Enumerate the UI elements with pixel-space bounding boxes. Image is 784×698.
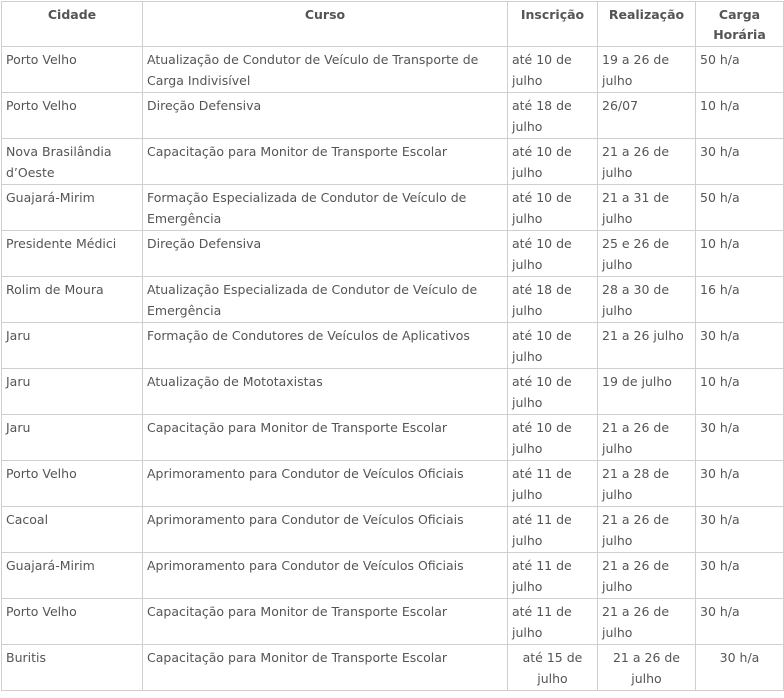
carga-horaria-cell: 10 h/a [696,93,784,139]
cidade-cell: Guajará-Mirim [2,185,143,231]
cidade-cell: Buritis [2,645,143,691]
realizacao-cell: 21 a 26 de julho [598,139,696,185]
realizacao-cell: 21 a 26 de julho [598,553,696,599]
courses-table [1,1,784,691]
inscricao-cell: até 10 de julho [508,139,598,185]
inscricao-cell: até 11 de julho [508,461,598,507]
table-row [2,415,784,461]
cidade-cell: Porto Velho [2,599,143,645]
inscricao-cell: até 10 de julho [508,415,598,461]
curso-cell: Atualização de Condutor de Veículo de Transporte de Carga Indivisível [143,47,508,93]
realizacao-cell: 21 a 26 de julho [598,415,696,461]
carga-horaria-cell: 10 h/a [696,369,784,415]
table-row [2,185,784,231]
cidade-cell: Porto Velho [2,93,143,139]
realizacao-cell: 21 a 26 de julho [598,645,696,691]
curso-cell: Capacitação para Monitor de Transporte Escolar [143,599,508,645]
table-row [2,553,784,599]
inscricao-cell: até 11 de julho [508,599,598,645]
inscricao-cell: até 18 de julho [508,277,598,323]
table-row [2,645,784,691]
header-row [2,2,784,47]
inscricao-cell: até 10 de julho [508,369,598,415]
table-row [2,461,784,507]
table-row [2,507,784,553]
realizacao-cell: 21 a 28 de julho [598,461,696,507]
carga-horaria-cell: 10 h/a [696,231,784,277]
table-body [2,47,784,691]
cidade-cell: Cacoal [2,507,143,553]
carga-horaria-cell: 30 h/a [696,553,784,599]
header-curso: Curso [143,2,508,47]
inscricao-cell: até 10 de julho [508,323,598,369]
realizacao-cell: 19 de julho [598,369,696,415]
realizacao-cell: 21 a 26 de julho [598,507,696,553]
table-header [2,2,784,47]
carga-horaria-cell: 16 h/a [696,277,784,323]
table-row [2,599,784,645]
header-inscricao: Inscrição [508,2,598,47]
curso-cell: Atualização Especializada de Condutor de Veículo de Emergência [143,277,508,323]
curso-cell: Direção Defensiva [143,231,508,277]
curso-cell: Capacitação para Monitor de Transporte Escolar [143,139,508,185]
curso-cell: Capacitação para Monitor de Transporte Escolar [143,645,508,691]
cidade-cell: Nova Brasilândia d’Oeste [2,139,143,185]
cidade-cell: Guajará-Mirim [2,553,143,599]
carga-horaria-cell: 30 h/a [696,599,784,645]
realizacao-cell: 25 e 26 de julho [598,231,696,277]
realizacao-cell: 19 a 26 de julho [598,47,696,93]
carga-horaria-cell: 50 h/a [696,47,784,93]
curso-cell: Aprimoramento para Condutor de Veículos Oficiais [143,461,508,507]
cidade-cell: Porto Velho [2,47,143,93]
inscricao-cell: até 10 de julho [508,231,598,277]
curso-cell: Formação Especializada de Condutor de Veículo de Emergência [143,185,508,231]
carga-horaria-cell: 30 h/a [696,139,784,185]
inscricao-cell: até 18 de julho [508,93,598,139]
curso-cell: Aprimoramento para Condutor de Veículos Oficiais [143,553,508,599]
cidade-cell: Porto Velho [2,461,143,507]
carga-horaria-cell: 30 h/a [696,323,784,369]
cidade-cell: Rolim de Moura [2,277,143,323]
table-row [2,231,784,277]
table-row [2,277,784,323]
cidade-cell: Jaru [2,415,143,461]
curso-cell: Aprimoramento para Condutor de Veículos Oficiais [143,507,508,553]
carga-horaria-cell: 30 h/a [696,645,784,691]
table-row [2,323,784,369]
header-carga-horaria: Carga Horária [696,2,784,47]
header-cidade: Cidade [2,2,143,47]
curso-cell: Formação de Condutores de Veículos de Aplicativos [143,323,508,369]
carga-horaria-cell: 30 h/a [696,415,784,461]
realizacao-cell: 21 a 26 de julho [598,599,696,645]
carga-horaria-cell: 30 h/a [696,507,784,553]
carga-horaria-cell: 30 h/a [696,461,784,507]
realizacao-cell: 26/07 [598,93,696,139]
inscricao-cell: até 15 de julho [508,645,598,691]
table-row [2,369,784,415]
inscricao-cell: até 11 de julho [508,553,598,599]
curso-cell: Capacitação para Monitor de Transporte Escolar [143,415,508,461]
inscricao-cell: até 11 de julho [508,507,598,553]
curso-cell: Atualização de Mototaxistas [143,369,508,415]
realizacao-cell: 21 a 26 julho [598,323,696,369]
cidade-cell: Jaru [2,323,143,369]
inscricao-cell: até 10 de julho [508,47,598,93]
carga-horaria-cell: 50 h/a [696,185,784,231]
realizacao-cell: 21 a 31 de julho [598,185,696,231]
table-row [2,93,784,139]
cidade-cell: Jaru [2,369,143,415]
header-realizacao: Realização [598,2,696,47]
table-row [2,139,784,185]
realizacao-cell: 28 a 30 de julho [598,277,696,323]
inscricao-cell: até 10 de julho [508,185,598,231]
curso-cell: Direção Defensiva [143,93,508,139]
table-row [2,47,784,93]
cidade-cell: Presidente Médici [2,231,143,277]
